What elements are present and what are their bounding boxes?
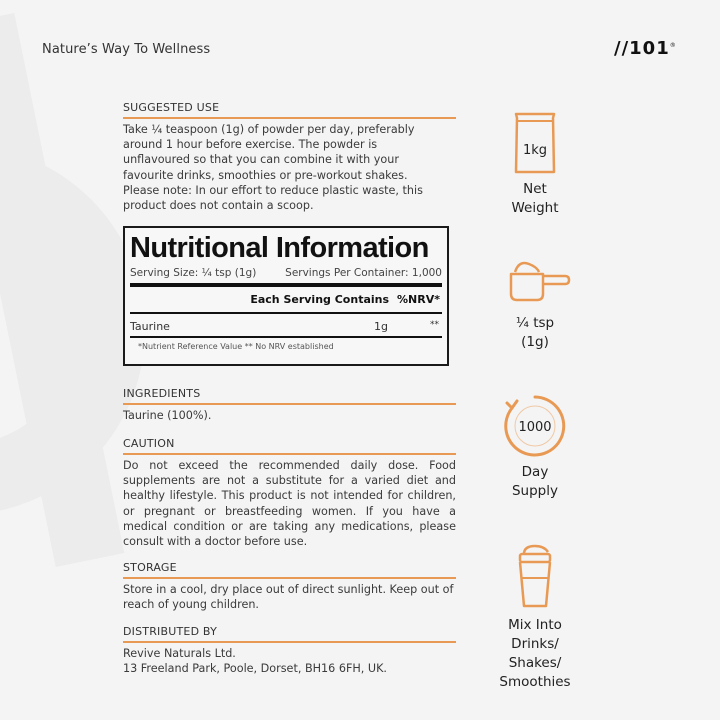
serving-info <box>130 267 442 279</box>
net-weight-line2: Weight <box>511 200 559 216</box>
mix-line2: Drinks/ Shakes/ <box>508 636 562 671</box>
each-serving-label: Each Serving Contains <box>250 293 390 306</box>
caution-section <box>123 437 456 549</box>
nutrition-panel <box>123 226 449 366</box>
nutrition-header-row <box>130 293 442 306</box>
mix-feature <box>490 544 580 692</box>
logo-text: //101 <box>614 38 670 59</box>
scoop-line1: ¼ tsp <box>515 315 555 331</box>
supply-line1: Day <box>521 464 549 480</box>
nutrition-footnote: *Nutrient Reference Value ** No NRV established <box>138 342 334 351</box>
mix-line3: Smoothies <box>499 674 571 690</box>
supply-days: 1000 <box>518 420 552 435</box>
serving-size: Serving Size: ¼ tsp (1g) <box>130 267 257 279</box>
pouch-icon <box>510 112 560 176</box>
net-weight-line1: Net <box>523 181 547 197</box>
nutrition-divider-thick <box>130 283 442 287</box>
nutrition-row <box>130 320 442 333</box>
brand-logo <box>614 38 677 59</box>
nutrition-divider <box>130 312 442 314</box>
supply-line2: Supply <box>511 483 558 499</box>
scoop-line2: (1g) <box>521 334 549 350</box>
mix-line1: Mix Into <box>508 617 562 633</box>
nutrition-divider-bottom <box>130 336 442 338</box>
net-weight-feature <box>490 112 580 218</box>
ingredients-body: Taurine (100%). <box>123 409 212 422</box>
supply-feature <box>490 393 580 501</box>
distributed-title: DISTRIBUTED BY <box>123 625 456 643</box>
servings-per-container: Servings Per Container: 1,000 <box>285 267 442 279</box>
suggested-use-body: Take ¼ teaspoon (1g) of powder per day, preferably around 1 hour before exercise. The powder is unflavoured so that you can combine it with your favourite drinks, smoothies or pre-workout shakes. Please note: In our effort to reduce plastic waste, this product does not contain a scoop. <box>123 123 423 213</box>
registered-mark: ® <box>669 42 677 49</box>
storage-title: STORAGE <box>123 561 456 579</box>
nutrient-nrv: ** <box>430 320 439 330</box>
ingredients-title: INGREDIENTS <box>123 387 456 405</box>
suggested-use-section <box>123 101 456 213</box>
nutrient-amount: 1g <box>374 320 388 333</box>
pouch-weight: 1kg <box>522 143 548 158</box>
scoop-feature <box>490 258 580 352</box>
suggested-use-title: SUGGESTED USE <box>123 101 456 119</box>
storage-body: Store in a cool, dry place out of direct sunlight. Keep out of reach of young children. <box>123 583 454 612</box>
clock-icon <box>502 393 568 459</box>
nrv-label: %NRV* <box>397 293 440 306</box>
scoop-icon <box>495 258 575 302</box>
caution-title: CAUTION <box>123 437 456 455</box>
nutrient-name: Taurine <box>130 320 170 333</box>
storage-section <box>123 561 456 612</box>
caution-body: Do not exceed the recommended daily dose. Food supplements are not a substitute for a varied diet and healthy lifestyle. This product is not intended for children, or pregnant or breastfeeding women. If you have a medical condition or are taking any medications, please consult with a doctor before use. <box>123 459 456 549</box>
distributor-name: Revive Naturals Ltd. <box>123 647 236 660</box>
nutrition-title: Nutritional Information <box>130 232 429 264</box>
distributor-address: 13 Freeland Park, Poole, Dorset, BH16 6FH, UK. <box>123 662 387 676</box>
tagline: Nature’s Way To Wellness <box>42 42 211 57</box>
shaker-icon <box>510 544 560 608</box>
distributed-section <box>123 625 456 676</box>
ingredients-section <box>123 387 456 423</box>
